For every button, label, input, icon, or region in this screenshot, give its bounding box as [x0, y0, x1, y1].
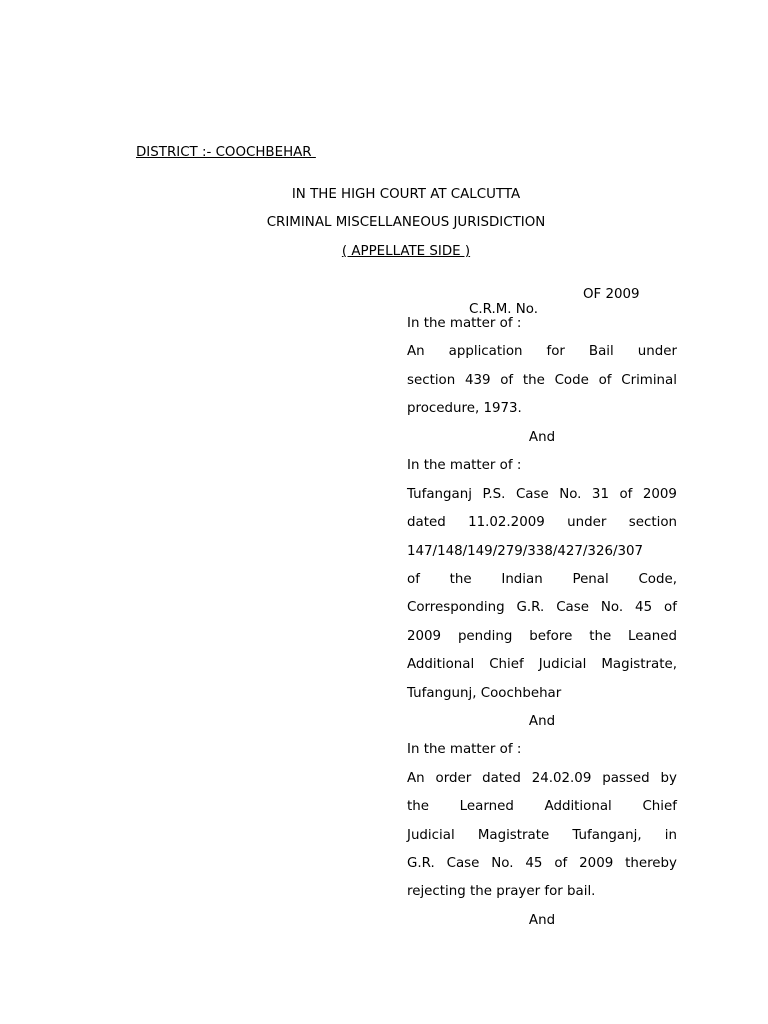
word: Chief: [489, 657, 524, 672]
word: Judicial: [407, 828, 455, 843]
word: the: [589, 629, 612, 644]
word: Code,: [638, 572, 677, 587]
appellate-side-heading: [0, 244, 768, 259]
word: of: [619, 487, 633, 502]
word: Indian: [501, 572, 543, 587]
word: An: [407, 344, 425, 359]
word: Leaned: [628, 629, 677, 644]
word: of: [554, 856, 568, 871]
word: 24.02.09: [531, 771, 592, 786]
word: Criminal: [621, 373, 677, 388]
word: Learned: [459, 799, 514, 814]
matter-line: [407, 599, 677, 617]
word: 11.02.2009: [468, 515, 545, 530]
and-connector: And: [528, 913, 556, 928]
word: Case: [556, 600, 589, 615]
word: Bail: [588, 344, 614, 359]
word: of: [664, 600, 677, 615]
word: order: [435, 771, 472, 786]
and-connector: And: [528, 714, 556, 729]
word: Additional: [544, 799, 612, 814]
word: 31: [591, 487, 609, 502]
word: Code: [554, 373, 589, 388]
district-heading: DISTRICT :- COOCHBEHAR: [136, 145, 316, 160]
word: in: [664, 828, 677, 843]
matter-heading: In the matter of :: [407, 458, 522, 473]
matter-line: [407, 571, 677, 589]
word: P.S.: [482, 487, 506, 502]
matter-heading: In the matter of :: [407, 742, 522, 757]
matter-line: [407, 372, 677, 390]
case-number-label: C.R.M. No.: [469, 302, 539, 317]
matter-heading: In the matter of :: [407, 316, 522, 331]
word: thereby: [625, 856, 677, 871]
matter-line: Tufangunj, Coochbehar: [407, 686, 562, 701]
word: Additional: [407, 657, 475, 672]
word: dated: [482, 771, 521, 786]
word: Case: [515, 487, 549, 502]
word: dated: [407, 515, 446, 530]
word: pending: [457, 629, 513, 644]
word: Chief: [642, 799, 677, 814]
word: of: [598, 373, 612, 388]
word: by: [660, 771, 677, 786]
case-number-year: OF 2009: [583, 287, 640, 302]
word: No.: [600, 600, 624, 615]
word: the: [407, 799, 429, 814]
word: An: [407, 771, 425, 786]
word: for: [546, 344, 565, 359]
jurisdiction-title: CRIMINAL MISCELLANEOUS JURISDICTION: [266, 215, 546, 230]
word: G.R.: [407, 856, 435, 871]
word: 439: [464, 373, 491, 388]
word: Judicial: [538, 657, 587, 672]
word: 45: [525, 856, 543, 871]
word: section: [628, 515, 677, 530]
matter-line: [407, 827, 677, 845]
matter-line: [407, 798, 677, 816]
word: Magistrate: [477, 828, 550, 843]
word: 2009: [642, 487, 677, 502]
word: Penal: [572, 572, 609, 587]
matter-line: [407, 628, 677, 646]
word: under: [567, 515, 607, 530]
matter-line: [407, 486, 677, 504]
matter-line: 147/148/149/279/338/427/326/307: [407, 544, 644, 559]
matter-line: [407, 343, 677, 361]
word: Corresponding: [407, 600, 505, 615]
word: 45: [635, 600, 653, 615]
word: G.R.: [516, 600, 545, 615]
word: section: [407, 373, 456, 388]
word: Tufanganj: [407, 487, 472, 502]
word: application: [448, 344, 523, 359]
matter-line: procedure, 1973.: [407, 401, 522, 416]
word: 2009: [579, 856, 614, 871]
word: of: [407, 572, 420, 587]
matter-line: [407, 855, 677, 873]
and-connector: And: [528, 430, 556, 445]
matter-line: [407, 656, 677, 674]
word: Case: [446, 856, 480, 871]
word: 2009: [407, 629, 442, 644]
word: of: [500, 373, 514, 388]
matter-line: [407, 514, 677, 532]
appellate-side-text: ( APPELLATE SIDE ): [341, 244, 471, 259]
word: passed: [602, 771, 650, 786]
word: under: [637, 344, 677, 359]
word: Magistrate,: [601, 657, 677, 672]
word: before: [529, 629, 573, 644]
word: No.: [559, 487, 582, 502]
matter-line: [407, 770, 677, 788]
word: Tufanganj,: [572, 828, 642, 843]
word: No.: [491, 856, 514, 871]
word: the: [449, 572, 472, 587]
court-title: IN THE HIGH COURT AT CALCUTTA: [291, 187, 521, 202]
matter-line: rejecting the prayer for bail.: [407, 884, 596, 899]
word: the: [522, 373, 545, 388]
